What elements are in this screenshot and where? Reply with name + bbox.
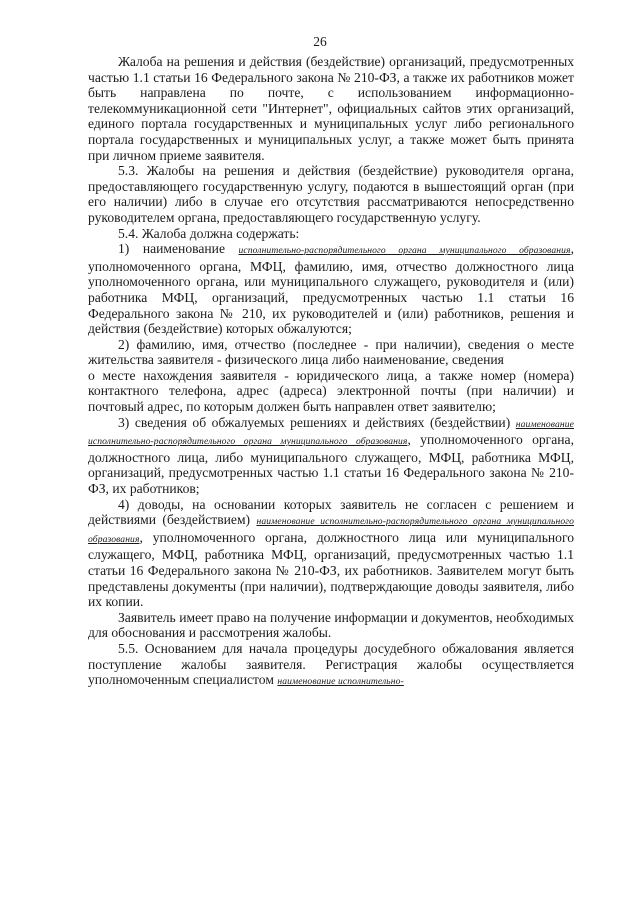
paragraph xyxy=(88,337,574,368)
paragraph xyxy=(88,163,574,225)
underlined-placeholder-text: наименование исполнительно- xyxy=(277,676,404,688)
paragraph xyxy=(88,226,574,242)
underlined-placeholder-text: наименование исполнительно-распорядительного органа муниципального образования xyxy=(88,516,574,545)
paragraph xyxy=(88,241,574,337)
paragraph-text: 5.5. Основанием для начала процедуры досудебного обжалования является поступление жалобы заявителя. Регистрация жалобы осуществляется уполномоченным специалистом xyxy=(88,640,574,688)
paragraph-text: , уполномоченного органа, должностного лица или муниципального служащего, МФЦ, работника МФЦ, организаций, предусмотренных частью 1.1 статьи 16 Федерального закона № 210-ФЗ, их работников. Заявителем могут быть представлены документы (при наличии), подтверждающие доводы заявителя, либо их копии. xyxy=(88,529,574,610)
paragraph-text: 2) фамилию, имя, отчество (последнее - при наличии), сведения о месте жительства заявителя - физического лица либо наименование, сведения xyxy=(88,336,574,368)
paragraph xyxy=(88,610,574,641)
paragraph xyxy=(88,415,574,497)
paragraph-text: Жалоба на решения и действия (бездействие) организаций, предусмотренных частью 1.1 статьи 16 Федерального закона № 210-ФЗ, а также их работников может быть направлена по почте, с использованием информационно-телекоммуникационной сети "Интернет", официальных сайтов этих организаций, единого портала государственных и муниципальных услуг либо регионального портала государственных и муниципальных услуг, а также может быть принята при личном приеме заявителя. xyxy=(88,54,574,163)
paragraph-text: 3) сведения об обжалуемых решениях и действиях (бездействии) xyxy=(118,414,516,430)
paragraph-text: 4) доводы, на основании которых заявитель не согласен с решением и действиями (бездействием) xyxy=(88,496,574,528)
underlined-placeholder-text: наименование исполнительно-распорядительного органа муниципального образования xyxy=(88,418,574,448)
paragraph-text: , уполномоченного органа, МФЦ, фамилию, имя, отчество должностного лица уполномоченного органа, или муниципального служащего, руководителя и (или) работника МФЦ, организаций, предусмотренных частью 1.1 статьи 16 Федерального закона № 210, их руководителей и (или) работников, решения и действия (бездействие) которых обжалуются; xyxy=(88,241,574,337)
document-body xyxy=(88,54,574,690)
paragraph-text: Заявитель имеет право на получение информации и документов, необходимых для обоснования и рассмотрения жалобы. xyxy=(88,609,574,641)
paragraph xyxy=(88,368,574,415)
paragraph-text: , уполномоченного органа, должностного лица, либо муниципального служащего, МФЦ, работника МФЦ, организаций, предусмотренных частью 1.1 статьи 16 Федерального закона № 210-ФЗ, их работников; xyxy=(88,432,574,497)
paragraph-text: 1) наименование xyxy=(118,241,239,257)
paragraph xyxy=(88,497,574,610)
paragraph xyxy=(88,641,574,690)
page-number: 26 xyxy=(313,34,327,49)
paragraph-text: о месте нахождения заявителя - юридического лица, а также номер (номера) контактного телефона, адрес (адреса) электронной почты (при наличии) и почтовый адрес, по которым должен быть направлен ответ заявителю; xyxy=(88,367,574,415)
paragraph-text: 5.3. Жалобы на решения и действия (бездействие) руководителя органа, предоставляющего государственную услугу, подаются в вышестоящий орган (при его наличии) либо в случае его отсутствия рассматриваются непосредственно руководителем органа, предоставляющего государственную услугу. xyxy=(88,163,574,225)
paragraph-text: 5.4. Жалоба должна содержать: xyxy=(118,225,300,241)
underlined-placeholder-text: исполнительно-распорядительного органа муниципального образования xyxy=(238,245,571,257)
paragraph xyxy=(88,54,574,163)
